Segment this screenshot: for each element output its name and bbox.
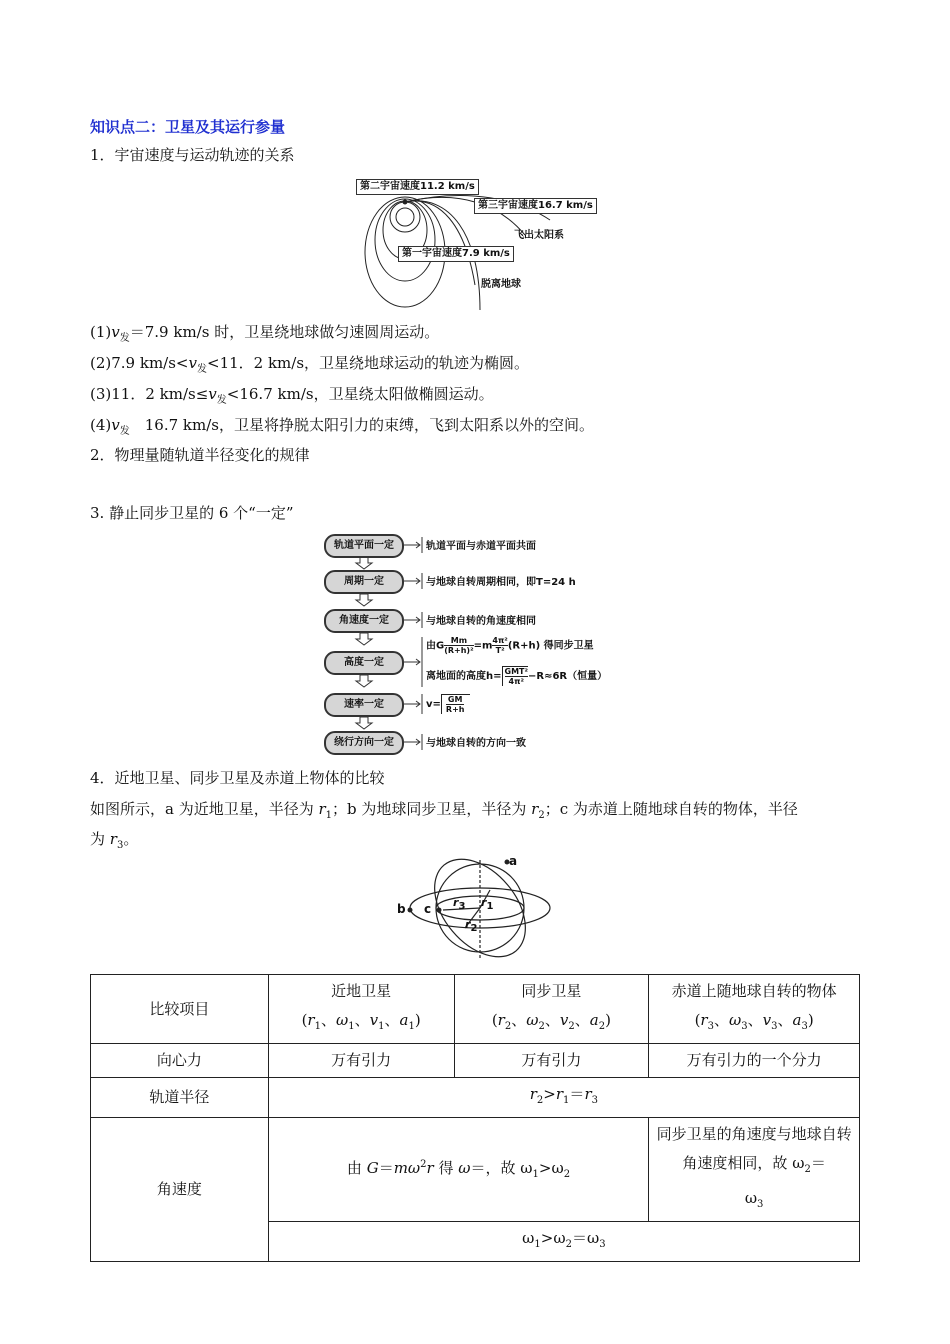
leave-solar-label: 飞出太阳系 (514, 230, 564, 241)
period-desc: 与地球自转周期相同，即T=24 h (426, 577, 576, 588)
row-radius-label: 轨道半径 (91, 1078, 269, 1118)
omega-sync-equator: 同步卫星的角速度与地球自转角速度相同，故 $\omega_2=$ $\omega_3$ (649, 1118, 860, 1222)
leave-earth-label: 脱离地球 (481, 279, 521, 290)
label-r3: $r_3$ (453, 896, 466, 913)
satellite-comparison-figure (395, 852, 565, 962)
label-r2: $r_2$ (465, 918, 478, 935)
item-3: (3)11．2 $km/s\le v_发<16.7$ km/s，卫星绕太阳做椭圆运动。 (90, 385, 494, 406)
first-cosmic-label: 第一宇宙速度7.9 km/s (398, 246, 514, 262)
p4-line-1: 如图所示，a 为近地卫星，半径为 $r_1$；b 为地球同步卫星，半径为 $r_2$；c 为赤道上随地球自转的物体，半径 (90, 800, 798, 821)
height-desc-1: 由G $\frac{Mm}{\text{(R+h)²}}$ =m $\frac{\text{4π²}}{\text{T²}}$ (R+h) 得同步卫星 (426, 636, 594, 655)
orbit-diagram (350, 175, 600, 315)
section-title: 知识点二：卫星及其运行参量 (90, 118, 286, 136)
subsection-4-title: 4．近地卫星、同步卫星及赤道上物体的比较 (90, 769, 385, 787)
header-item: 比较项目 (91, 975, 269, 1044)
header-near: 近地卫星 ($r_1$、$\omega_1$、$v_1$、$a_1$) (268, 975, 454, 1044)
pill-height: 高度一定 (324, 651, 404, 675)
row-omega-label: 角速度 (91, 1118, 269, 1262)
orbit-plane-desc: 轨道平面与赤道平面共面 (426, 541, 536, 552)
radius-relation: $r_2>r_1=r_3$ (268, 1078, 859, 1118)
height-desc-2: 离地面的高度h= GMT² 4π² −R≈6R（恒量） (426, 667, 608, 686)
force-near: 万有引力 (268, 1044, 454, 1078)
table-row (91, 1044, 860, 1078)
table-row (91, 1118, 860, 1222)
row-force-label: 向心力 (91, 1044, 269, 1078)
label-a: a (509, 854, 518, 868)
comparison-table (90, 974, 860, 1262)
force-equator: 万有引力的一个分力 (649, 1044, 860, 1078)
subsection-2-title: 2．物理量随轨道半径变化的规律 (90, 446, 310, 464)
header-equator: 赤道上随地球自转的物体 ($r_3$、$\omega_3$、$v_3$、$a_3$) (649, 975, 860, 1044)
label-b: b (397, 902, 406, 916)
sync-satellite-flowchart (320, 533, 640, 758)
item-4: $(4)v_发$ 16.7 km/s，卫星将挣脱太阳引力的束缚，飞到太阳系以外的空间。 (90, 416, 594, 437)
force-sync: 万有引力 (454, 1044, 649, 1078)
third-cosmic-label: 第三宇宙速度16.7 km/s (474, 198, 597, 214)
label-r1: $r_1$ (481, 896, 494, 913)
item-1: $(1)v_发=7.9$ km/s 时，卫星绕地球做匀速圆周运动。 (90, 323, 440, 344)
earth-orbit-diagram (395, 852, 565, 962)
table-row (91, 1078, 860, 1118)
pill-direction: 绕行方向一定 (324, 731, 404, 755)
p4-line-2: 为 $r_3$。 (90, 830, 139, 851)
subsection-3-title: 3. 静止同步卫星的 6 个“一定” (90, 504, 294, 522)
header-sync: 同步卫星 ($r_2$、$\omega_2$、$v_2$、$a_2$) (454, 975, 649, 1044)
direction-desc: 与地球自转的方向一致 (426, 738, 526, 749)
pill-speed: 速率一定 (324, 693, 404, 717)
omega-near-sync: 由 $G=m\omega^2r$ 得 ω＝，故 $\omega_1>\omega_2$ (268, 1118, 649, 1222)
subsection-1-title: 1．宇宙速度与运动轨迹的关系 (90, 146, 295, 164)
item-2: (2)7.9 $km/s<v_发<11$．2 km/s，卫星绕地球运动的轨迹为椭圆。 (90, 354, 530, 375)
angular-desc: 与地球自转的角速度相同 (426, 616, 536, 627)
table-header-row (91, 975, 860, 1044)
label-c: c (424, 902, 432, 916)
pill-orbit-plane: 轨道平面一定 (324, 534, 404, 558)
pill-period: 周期一定 (324, 570, 404, 594)
pill-angular: 角速度一定 (324, 609, 404, 633)
second-cosmic-label: 第二宇宙速度11.2 km/s (356, 179, 479, 195)
omega-total: $\omega_1>\omega_2=\omega_3$ (268, 1222, 859, 1262)
speed-desc: v= $\frac{GM}{R+h}$ (426, 694, 470, 714)
cosmic-velocity-figure (350, 175, 600, 315)
